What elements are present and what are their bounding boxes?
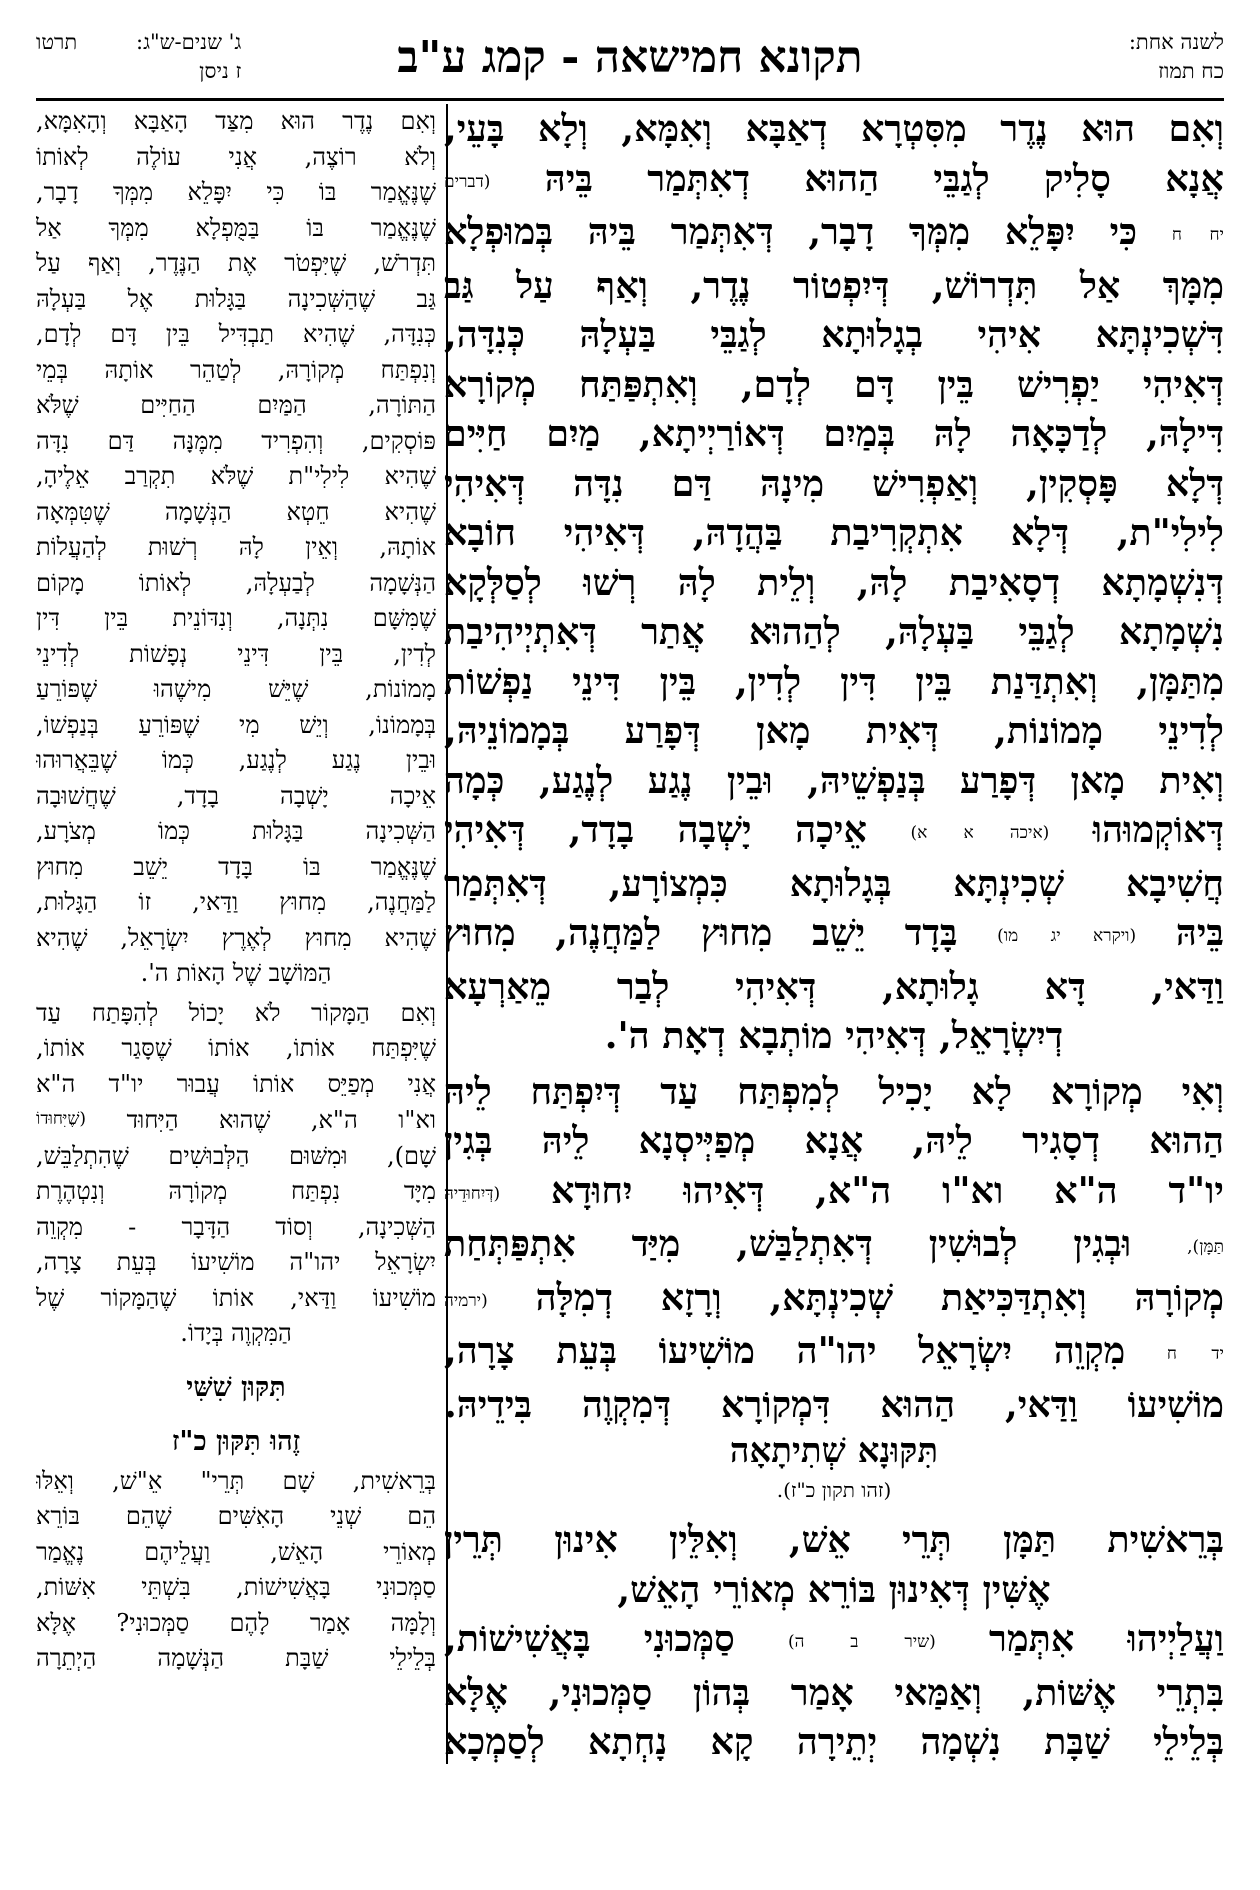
citation: תַּמָּן),: [1187, 1237, 1224, 1257]
side-line: הַמּוֹשָׁב שֶׁל הָאוֹת ה'.: [140, 959, 332, 987]
main-line: דְּאוֹקְמוּהוּ (איכה א א) אֵיכָה יָשְׁבָה בָדָד, דְּאִיהִי: [444, 808, 1224, 851]
side-line: שָׁם), וּמִשּׁוּם הַלְּבוּשִׁים שֶׁהִתְלַבֵּשׁ,: [36, 1141, 436, 1170]
side-line: הַנְּשָׁמָה לְבַעְלָהּ, לְאוֹתוֹ מָקוֹם: [36, 568, 436, 597]
side-line: פּוֹסְקִים, וְהִפְרִיד מִמֶּנָּה דַּם נִדָּה: [36, 426, 436, 455]
side-line: הַמִּקְוֶה בְּיָדוֹ.: [180, 1319, 292, 1347]
side-line: בְּמָמוֹנוֹ, וְיֵשׁ מִי שֶׁפּוֹרֵעַ בְּנַפְשׁוֹ,: [36, 710, 436, 739]
side-line: וְנִפְתַּח מְקוֹרָהּ, לְטַהֵר אוֹתָהּ בְּמֵי: [36, 355, 436, 384]
main-line: יו"ד ה"א וא"ו ה"א, דְּאִיהוּ יִחוּדָא (דְּיִחוּדֵיהּ: [444, 1168, 1224, 1212]
side-section-subtitle: זֶהוּ תִּקּוּן כ"ז: [171, 1425, 301, 1457]
side-line: מָמוֹנוֹת, שֶׁיֵּשׁ מִישֶׁהוּ שֶׁפּוֹרֵעַ: [36, 675, 436, 703]
main-line: אֲנָא סָלִיק לְגַבֵּי הַהוּא דְאִתְּמַר בֵּיהּ (דברים: [444, 156, 1224, 200]
side-line: יִשְׂרָאֵל יהו"ה מוֹשִׁיעוֹ בְּעֵת צָרָה,: [36, 1248, 436, 1276]
side-line: הַשְּׁכִינָה, וְסוֹד הַדָּבָר - מִקְוֵה: [36, 1212, 436, 1241]
main-line: וְאִם הוּא נֶדֶר מִסִּטְרָא דְאַבָּא וְאִמָּא, וְלָא בָּעֵי,: [444, 107, 1224, 150]
main-line: בְּרֵאשִׁית תַּמָּן תְּרֵי אֵשׁ, וְאִלֵּין אִינוּן תְּרֵין: [444, 1518, 1224, 1561]
side-line: הַתּוֹרָה, הַמַּיִם הַחַיִּים שֶׁלֹּא: [36, 391, 436, 419]
page-header: [36, 20, 1224, 101]
main-line: דְּאִיהִי יַפְרִישׁ בֵּין דָּם לְדָם, וְאִתְפַּתַּח מְקוֹרָא: [444, 362, 1224, 406]
main-line: דְיִשְׂרָאֵל, דְּאִיהִי מוֹתְבָא דְאָת ה'.: [604, 1014, 1064, 1057]
side-line: שֶׁהִיא חֵטְא הַנְּשָׁמָה שֶׁטִּמְּאָה: [36, 497, 436, 526]
side-line: סַמְּכוּנִי בָּאֲשִׁישׁוֹת, בִּשְׁתֵּי אִשּׁוֹת,: [36, 1573, 436, 1601]
side-section-title: תִּקּוּן שִׁשִּׁי: [186, 1371, 286, 1403]
side-line: וּבֵין נֶגַע לְנֶגַע, כְּמוֹ שֶׁבֵּאֲרוּהוּ: [36, 746, 436, 774]
side-line: אֵיכָה יָשְׁבָה בָדָד, שֶׁחֲשׁוּבָה: [36, 781, 436, 810]
side-line: שֶׁהִיא מִחוּץ לְאֶרֶץ יִשְׂרָאֵל, שֶׁהִיא: [36, 923, 436, 952]
side-line: שֶׁנֶּאֱמַר בּוֹ בָּדָד יֵשֵׁב מִחוּץ: [36, 852, 436, 881]
side-line: שֶׁיִּפְתַּח אוֹתוֹ, אוֹתוֹ שֶׁסָּגַר אוֹתוֹ,: [36, 1034, 436, 1062]
side-line: הֵם שְׁנֵי הָאִשִּׁים שֶׁהֵם בּוֹרֵא: [36, 1502, 436, 1530]
main-line: מִמָּךְ אַל תִּדְרוֹשׁ, דְּיִפְטוֹר נֶדֶר, וְאַף עַל גַּב: [444, 263, 1224, 307]
page-title: תקונא חמישאה - קמג ע"ב: [397, 32, 863, 83]
main-line: וְאִית מָאן דְּפָרַע בְּנַפְשֵׁיהּ, וּבֵין נֶגַע לְנֶגַע, כְּמָה: [444, 758, 1224, 802]
side-line: וא"ו ה"א, שֶׁהוּא הַיִּחוּד (שֶׁיִּחוּדוֹ: [36, 1106, 436, 1134]
citation: (שיר ב ה): [787, 1632, 936, 1652]
side-line: שֶׁנֶּאֱמַר בּוֹ בַּמֻּפְלָא מִמְּךָ אַל: [36, 213, 436, 242]
side-line: לַמַּחֲנֶה, מִחוּץ וַדַּאי, זוֹ הַגָּלוּת,: [36, 888, 436, 916]
side-line: שֶׁמִּשָּׁם נִתְּנָה, וְנִדּוֹנֵית בֵּין דִּין: [36, 604, 436, 632]
citation: (דְּיִחוּדֵיהּ: [444, 1183, 501, 1204]
citation: (דברים: [444, 171, 491, 192]
citation: יח ח: [1171, 225, 1224, 245]
side-line: שֶׁנֶּאֱמַר בּוֹ כִּי יִפָּלֵא מִמְּךָ דָבָר,: [36, 178, 436, 206]
citation: (ירמיה: [444, 1290, 488, 1311]
main-line: דִּילָהּ, לְדַכָּאָה לָהּ בְּמַיִם דְּאוֹרַיְיתָא, מַיִם חַיִּים: [444, 412, 1224, 455]
main-line: דִּשְׁכִינְתָּא אִיהִי בְגָלוּתָא לְגַבֵּי בַּעְלָהּ כְּנִדָּה,: [444, 313, 1224, 356]
side-line: מוֹשִׁיעוֹ וַדַּאי, אוֹתוֹ שֶׁהַמָּקוֹר שֶׁל: [36, 1283, 436, 1312]
citation: (שֶׁיִּחוּדוֹ: [36, 1109, 87, 1129]
daily-schedule-three-years: ג' שנים-ש"ג: ז ניסן: [136, 30, 242, 83]
side-line: גַּב שֶׁהַשְּׁכִינָה בַּגָּלוּת אֶל בַּעְלָהּ: [36, 284, 436, 313]
side-line: אֲנִי מְפַיֵּס אוֹתוֹ עֲבוּר יו"ד ה"א: [36, 1069, 436, 1098]
side-line: כְּנִדָּה, שֶׁהִיא תַבְדִּיל בֵּין דָּם לְדָם,: [36, 320, 436, 348]
main-line: יח ח כִּי יִפָּלֵא מִמְּךָ דָבָר, דְּאִתְּמַר בֵּיהּ בְּמוּפְלָא: [444, 210, 1224, 253]
side-line: בְּלֵילֵי שַׁבָּת הַנְּשָׁמָה הַיְתֵרָה: [36, 1644, 436, 1672]
side-line: וְלֹא רוֹצֶה, אֲנִי עוֹלֶה לְאוֹתוֹ: [36, 142, 436, 171]
section-subtitle: (זהו תקון כ"ז).: [776, 1478, 892, 1502]
main-line: חֲשִׁיבָא שְׁכִינְתָּא בְּגָלוּתָא כִּמְצוֹרָע, דְּאִתְּמַר: [444, 861, 1224, 905]
main-line: יד ח מִקְוֵה יִשְׂרָאֵל יהו"ה מוֹשִׁיעוֹ בְּעֵת צָרָה,: [444, 1329, 1224, 1372]
main-line: בֵּיהּ (ויקרא יג מו) בָּדָד יֵשֵׁב מִחוּץ לַמַּחֲנֶה, מִחוּץ: [444, 911, 1224, 954]
main-text-column: [444, 104, 1224, 1864]
side-line: בְּרֵאשִׁית, שָׁם תְּרֵי" אֵ"שׁ, וְאֵלּוּ: [36, 1466, 436, 1495]
side-line: מְאוֹרֵי הָאֵשׁ, וַעֲלֵיהֶם נֶאֱמַר: [36, 1537, 436, 1566]
main-line: מְקוֹרָהּ וְאִתְדַּכִּיאַת שְׁכִינְתָּא, וְרָזָא דְמִלָּה (ירמיה: [444, 1275, 1224, 1319]
side-line: לְדִין, בֵּין דִּינֵי נְפָשׁוֹת לְדִינֵי: [36, 639, 436, 668]
main-line: לְדִינֵי מָמוֹנוֹת, דְּאִית מָאן דְּפָרַע בְּמָמוֹנֵיהּ,: [444, 709, 1224, 752]
side-line: אוֹתָהּ, וְאֵין לָהּ רְשׁוּת לְהַעֲלוֹת: [36, 533, 436, 561]
main-line: וַעֲלַיְיהוּ אִתְּמַר (שיר ב ה) סַמְּכוּנִי בָּאֲשִׁישׁוֹת,: [444, 1617, 1224, 1660]
side-line: וְלָמָּה אָמַר לָהֶם סַמְּכוּנִי? אֶלָּא: [36, 1608, 436, 1637]
main-line: תַּמָּן), וּבְגִין לְבוּשִׁין דְּאִתְלַבַּשׁ, מִיַּד אִתְפַּתְּחַת: [444, 1222, 1224, 1265]
side-line: וְאִם נֶדֶר הוּא מִצַּד הָאַבָּא וְהָאִמָּא,: [36, 107, 436, 135]
main-line: מוֹשִׁיעוֹ וַדַּאי, הַהוּא דִּמְקוֹרָא דְּמִקְוֶה בִּידֵיהּ.: [444, 1382, 1224, 1426]
main-line: וַדַּאי, דָּא גָלוּתָא, דְּאִיהִי לְבַר מֵאַרְעָא: [444, 964, 1224, 1008]
side-line: תִּדְרֹשׁ, שֶׁיִּפְטֹר אֶת הַנֶּדֶר, וְאַף עַל: [36, 249, 436, 277]
side-line: וְאִם הַמָּקוֹר לֹא יָכוֹל לְהִפָּתַח עַד: [36, 998, 436, 1027]
main-line: וְאִי מְקוֹרָא לָא יָכִיל לְמִפְתַּח עַד דְּיִפְתַּח לֵיהּ: [444, 1069, 1224, 1113]
main-line: נִשְׁמָתָא לְגַבֵּי בַּעְלָהּ, לְהַהוּא אֲתַר דְּאִתְיְיהִיבַת: [444, 610, 1224, 653]
main-line: בִּתְרֵי אֶשּׁוֹת, וְאַמַּאי אָמַר בְּהוֹן סַמְּכוּנִי, אֶלָּא: [444, 1670, 1224, 1714]
page-number: תרטו: [36, 30, 78, 54]
main-line: מִתַּמָּן, וְאִתְדַּנַת בֵּין דִּין לְדִין, בֵּין דִּינֵי נַפְשׁוֹת: [444, 659, 1224, 703]
side-line: שֶׁהִיא לִילִי"ת שֶׁלֹּא תִקְרַב אֵלֶיהָ,: [36, 462, 436, 490]
citation: (ויקרא יג מו): [997, 926, 1137, 946]
side-line: הַשְּׁכִינָה בַּגָּלוּת כְּמוֹ מְצֹרָע,: [36, 817, 436, 845]
citation: יד ח: [1166, 1344, 1224, 1364]
daily-schedule-one-year: לשנה אחת: כח תמוז: [1128, 30, 1224, 83]
main-line: בְּלֵילֵי שַׁבָּת נִשְׁמָה יְתֵירָה קָא נָחְתָא לְסַמְכָא: [444, 1720, 1224, 1763]
main-line: דְּנִשְׁמָתָא דְסָאִיבַת לָהּ, וְלֵית לָהּ רְשׁוּ לְסַלְּקָא: [444, 560, 1224, 604]
section-title: תִּקּוּנָא שְׁתִיתָאָה: [729, 1431, 939, 1471]
citation: (איכה א א): [910, 823, 1050, 843]
main-line: הַהוּא דְסָגִיר לֵיהּ, אֲנָא מְפַיְּיסְנָא לֵיהּ בְּגִין: [444, 1119, 1224, 1162]
main-line: דְּלָא פָּסְקִין, וְאַפְרִישׁ מִינָהּ דַּם נִדָּה דְּאִיהִי: [444, 461, 1224, 505]
side-line: מִיָּד נִפְתַּח מְקוֹרָהּ וְנִטְהֶרֶת: [36, 1177, 436, 1205]
main-line: לִילִי"ת, דְּלָא אִתְקְרִיבַת בַּהֲדָהּ, דְּאִיהִי חוֹבָא: [444, 511, 1224, 554]
main-line: אֶשִּׁין דְּאִינוּן בּוֹרֵא מְאוֹרֵי הָאֵשׁ,: [617, 1567, 1051, 1611]
translation-column: [36, 104, 436, 1864]
